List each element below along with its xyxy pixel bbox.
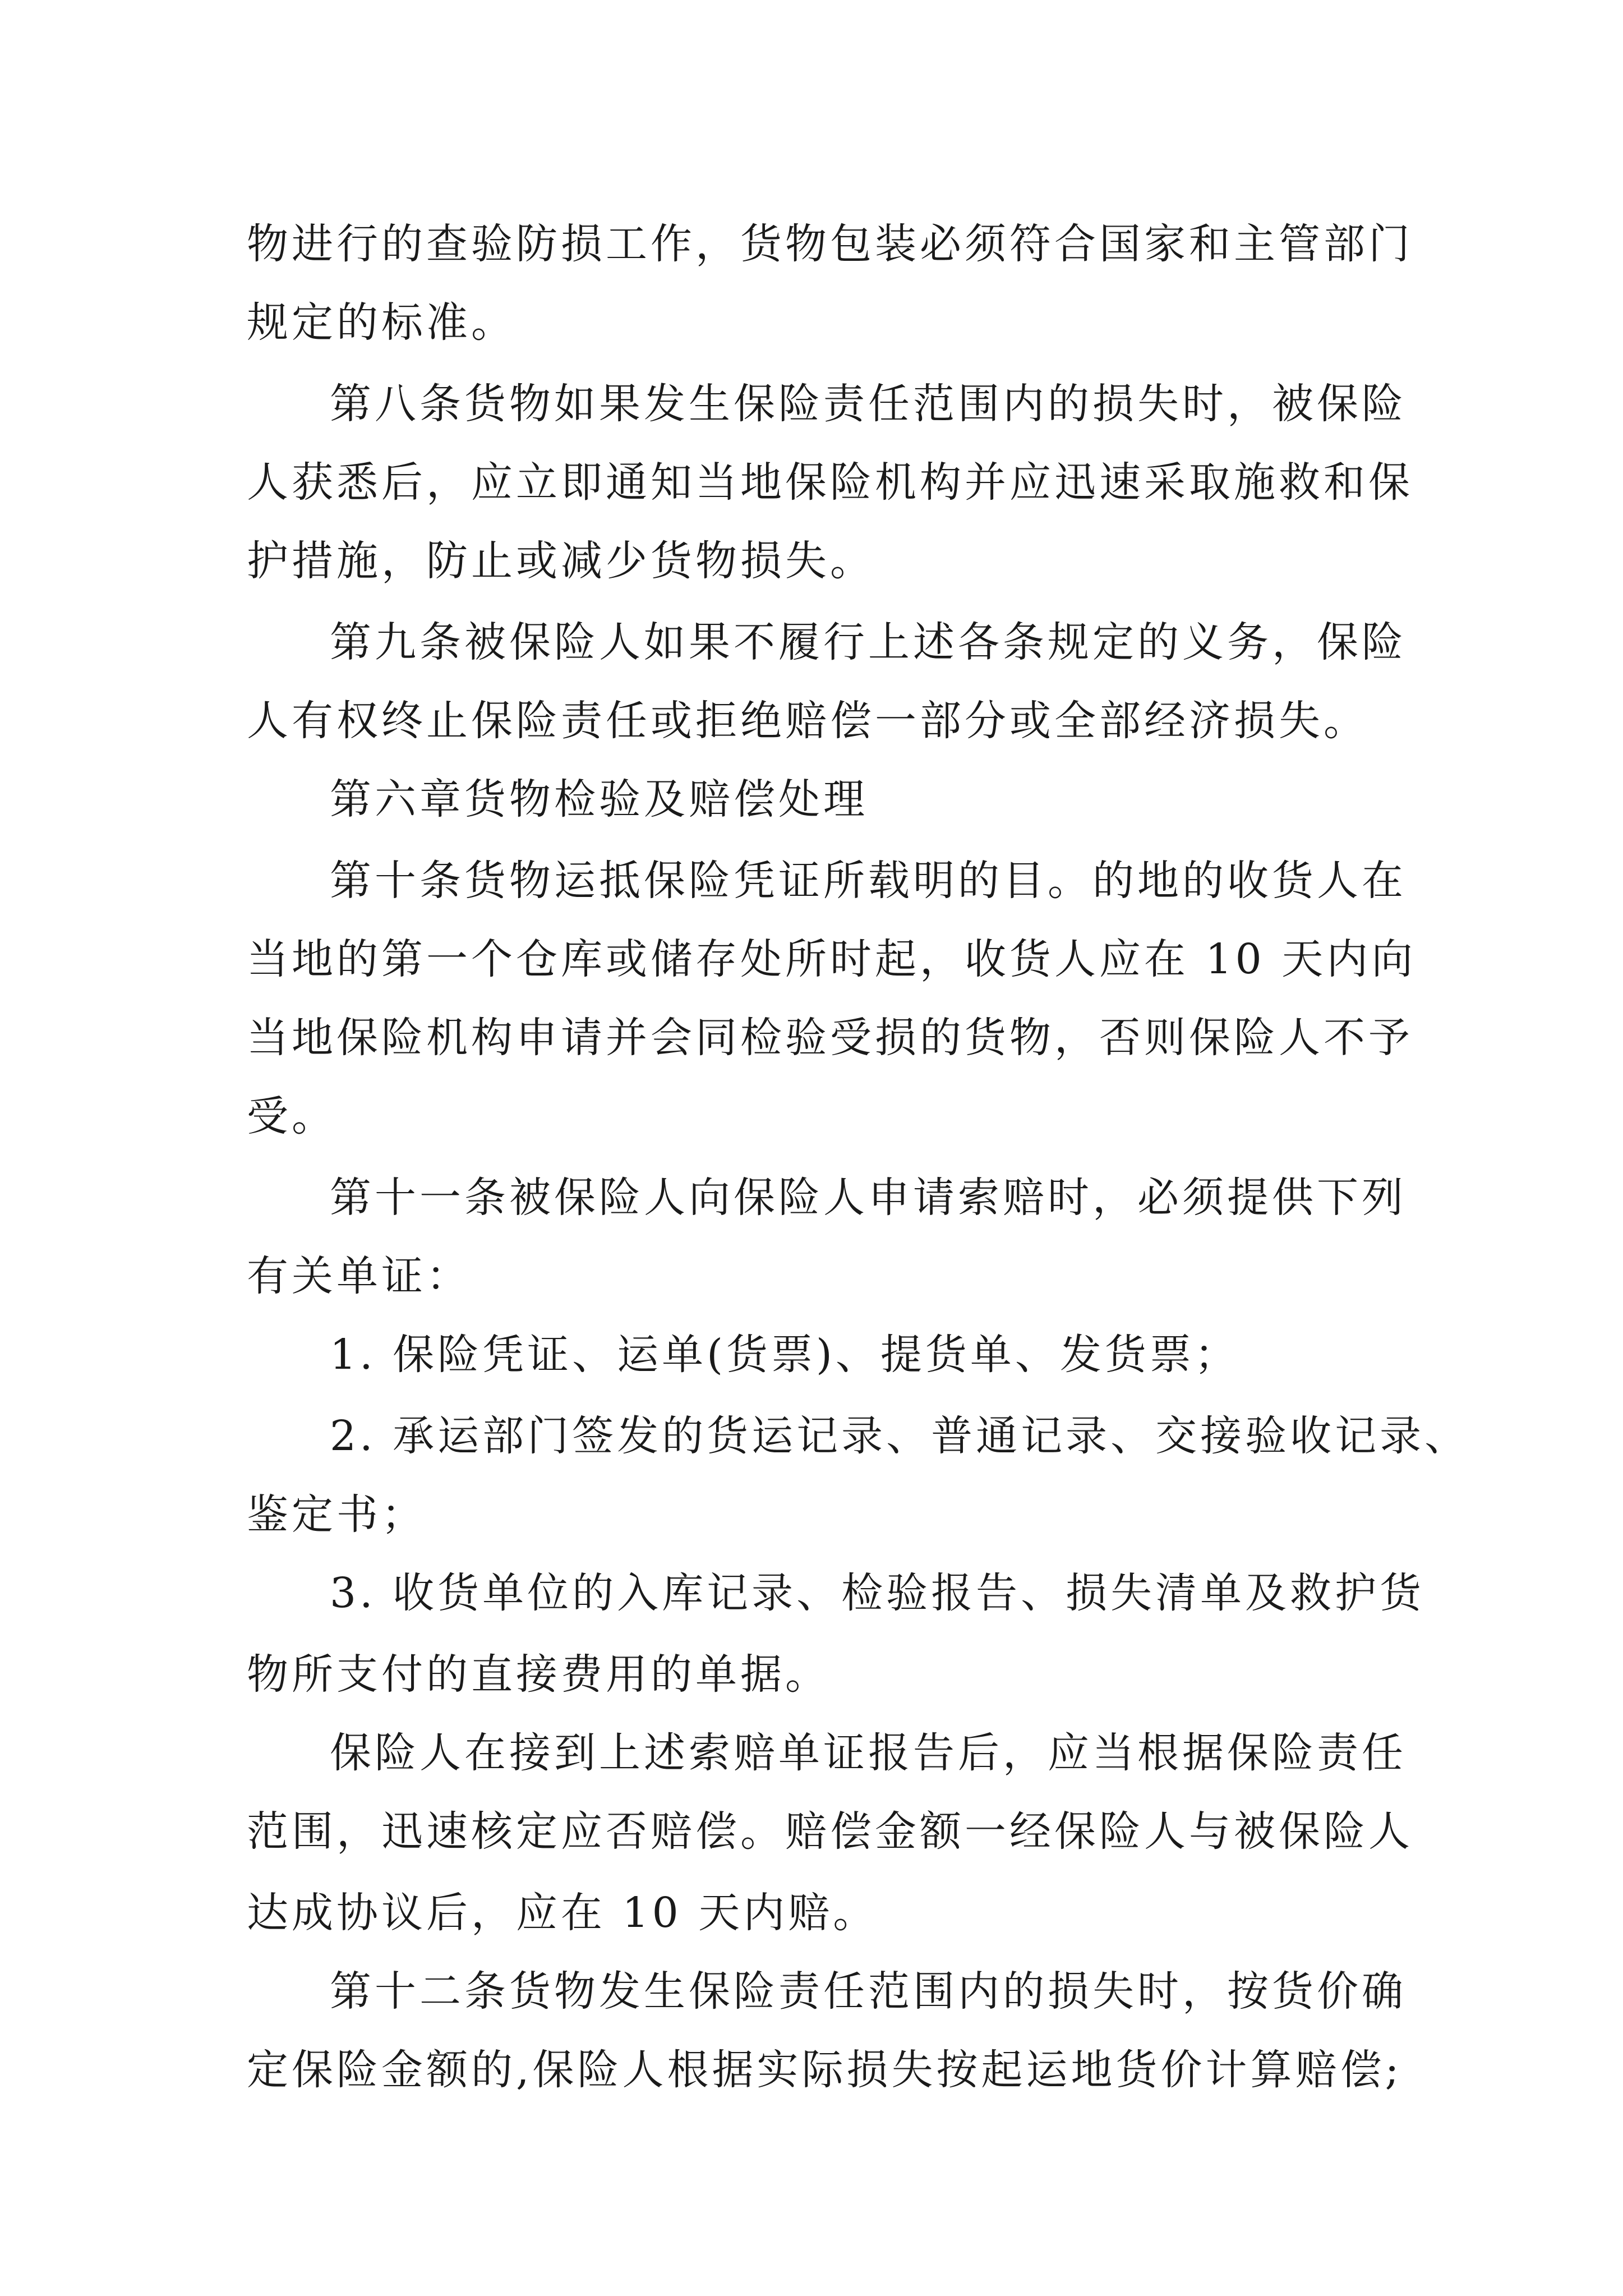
- text-line: 受。: [247, 1092, 336, 1140]
- text-line: 范围，迅速核定应否赔偿。赔偿金额一经保险人与被保险人: [247, 1807, 1413, 1856]
- text-line: 物所支付的直接费用的单据。: [247, 1650, 830, 1699]
- text-line: 第十一条被保险人向保险人申请索赔时，必须提供下列: [330, 1174, 1407, 1222]
- text-line: 达成协议后，应在 10 天内赔。: [247, 1889, 878, 1937]
- text-line: 第九条被保险人如果不履行上述各条规定的义务，保险: [330, 618, 1407, 666]
- text-line: 鉴定书；: [247, 1490, 426, 1539]
- text-line: 第十二条货物发生保险责任范围内的损失时，按货价确: [330, 1967, 1407, 2016]
- text-line: 有关单证：: [247, 1252, 471, 1300]
- text-line: 人获悉后，应立即通知当地保险机构并应迅速采取施救和保: [247, 458, 1413, 507]
- text-line: 第十条货物运抵保险凭证所载明的目。的地的收货人在: [330, 857, 1407, 905]
- text-line: 当地保险机构申请并会同检验受损的货物，否则保险人不予: [247, 1014, 1413, 1062]
- text-line: 1. 保险凭证、运单(货票)、提货单、发货票；: [330, 1331, 1239, 1379]
- text-line: 当地的第一个仓库或储存处所时起，收货人应在 10 天内向: [247, 935, 1417, 983]
- text-line: 人有权终止保险责任或拒绝赔偿一部分或全部经济损失。: [247, 697, 1368, 745]
- text-line: 护措施，防止或减少货物损失。: [247, 537, 875, 585]
- text-line: 规定的标准。: [247, 298, 516, 347]
- text-line: 物进行的查验防损工作，货物包装必须符合国家和主管部门: [247, 220, 1413, 268]
- text-line: 保险人在接到上述索赔单证报告后，应当根据保险责任: [330, 1729, 1407, 1777]
- text-line: 3. 收货单位的入库记录、检验报告、损失清单及救护货: [330, 1569, 1425, 1617]
- text-line: 2. 承运部门签发的货运记录、普通记录、交接验收记录、: [330, 1412, 1470, 1460]
- text-line: 第六章货物检验及赔偿处理: [330, 775, 868, 823]
- text-line: 第八条货物如果发生保险责任范围内的损失时，被保险: [330, 380, 1407, 428]
- text-line: 定保险金额的,保险人根据实际损失按起运地货价计算赔偿;: [247, 2046, 1403, 2094]
